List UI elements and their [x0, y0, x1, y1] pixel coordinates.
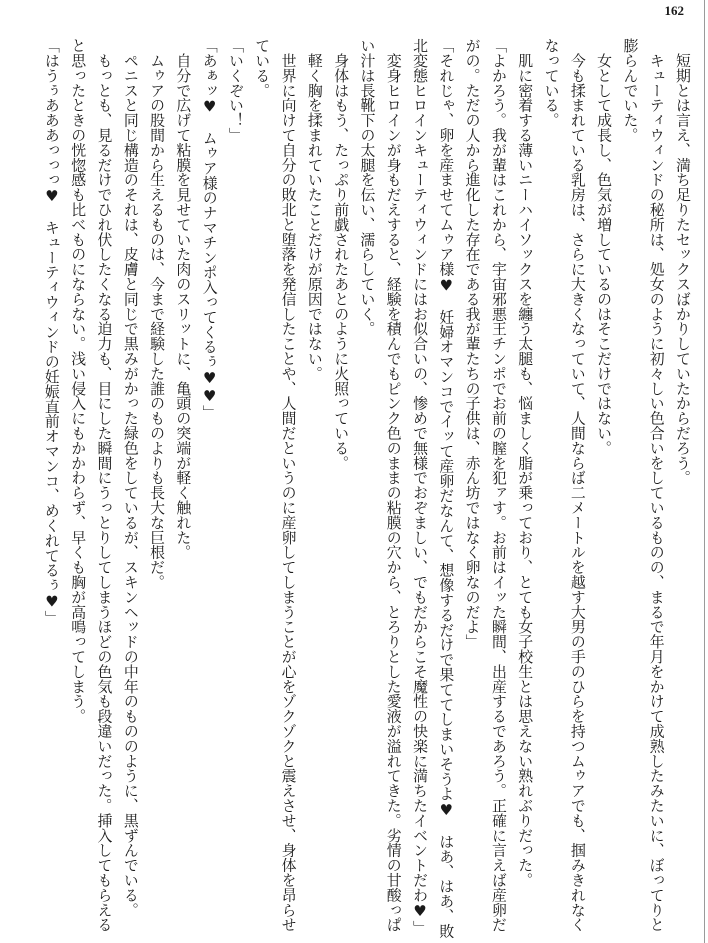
text-line: キューティウィンドの秘所は、処女のように初々しい色合いをしているものの、まるで年月をかけて成熟したみたいに、ぼってりと	[647, 38, 666, 932]
text-line: 北変態ヒロインキューティウィンドにはお似合いの、惨めで無様でおぞましい、でもだからこそ魔性の快楽に満ちたイベントだわ♥」	[411, 38, 430, 936]
text-line: 今も揉まれている乳房は、さらに大きくなっていて、人間ならば二メートルを越す大男の手のひらを持つムゥアでも、掴みきれなく	[568, 38, 587, 932]
text-line: 「それじゃ、卵を産ませてムゥア様♥ 妊婦オマンコでイッて産卵だなんて、想像するだけで果ててしまいそうよ♥ はあ、はあ、敗	[437, 38, 456, 939]
text-line: ペニスと同じ構造のそれは、皮膚と同じで黒みがかった緑色をしているが、スキンヘッドの中年のもののように、黒ずんでいる。	[121, 38, 140, 918]
page-edge-divider	[704, 0, 705, 943]
text-line: なっている。	[542, 38, 561, 128]
text-line: 自分で広げて粘膜を見せていた肉のスリットに、亀頭の突端が軽く触れた。	[174, 38, 193, 560]
text-line: がの。ただの人から進化した存在である我が輩たちの子供は、赤ん坊ではなく卵なのだよ」	[463, 38, 482, 649]
text-line: 軽く胸を揉まれていたことだけが原因ではない。	[305, 38, 324, 381]
text-line: 「よかろう。我が輩はこれから、宇宙邪悪王チンポでお前の膣を犯ァす。お前はイッた瞬間、出産するであろう。正確に言えば産卵だ	[489, 38, 508, 932]
page-number: 162	[664, 3, 684, 18]
vertical-body-text	[39, 38, 696, 939]
text-line: 「あぁッ♥ ムゥア様のナマチンポ入ってくるぅ♥♥」	[200, 38, 219, 420]
text-line: 「いくぞい！」	[226, 38, 245, 143]
text-line: 変身ヒロインが身もだえすると、経験を積んでもピンク色のままの粘膜の穴から、とろりとした愛液が溢れてきた。劣情の甘酸っぱ	[384, 38, 403, 932]
text-line: ムゥアの股間から生えるものは、今まで経験した誰のものよりも長大な巨根だ。	[148, 38, 167, 590]
text-line: 「はうぅあああっっっ♥ キューティウィンドの妊娠直前オマンコ、めくれてるぅ♥」	[42, 38, 61, 626]
text-line: 身体はもう、たっぷり前戯されたあとのように火照っている。	[332, 38, 351, 471]
text-line: 肌に密着する薄いニーハイソックスを纏う太腿も、悩ましく脂が乗っており、とても女子校生とは思えない熟れぶりだった。	[516, 38, 535, 888]
text-line: 膨らんでいた。	[621, 38, 640, 143]
text-line: ている。	[253, 38, 272, 98]
text-line: 短期とは言え、満ち足りたセックスばかりしていたからだろう。	[674, 38, 692, 485]
text-line: 世界に向けて自分の敗北と堕落を発信したことや、人間だというのに産卵してしまうことが心をゾクゾクと震えさせ、身体を昂らせ	[279, 38, 298, 932]
text-line: 女として成長し、色気が増しているのはそこだけではない。	[595, 38, 614, 456]
text-line: と思ったときの恍惚感も比べものにならない。浅い侵入にもかかわらず、早くも胸が高鳴ってしまう。	[69, 38, 88, 724]
text-line: い汁は長靴下の太腿を伝い、濡らしていく。	[358, 38, 377, 336]
text-line: もっとも、見るだけでひれ伏したくなる迫力も、目にした瞬間にうっとりしてしまうほどの色気も段違いだった。挿入してもらえる	[95, 38, 114, 932]
